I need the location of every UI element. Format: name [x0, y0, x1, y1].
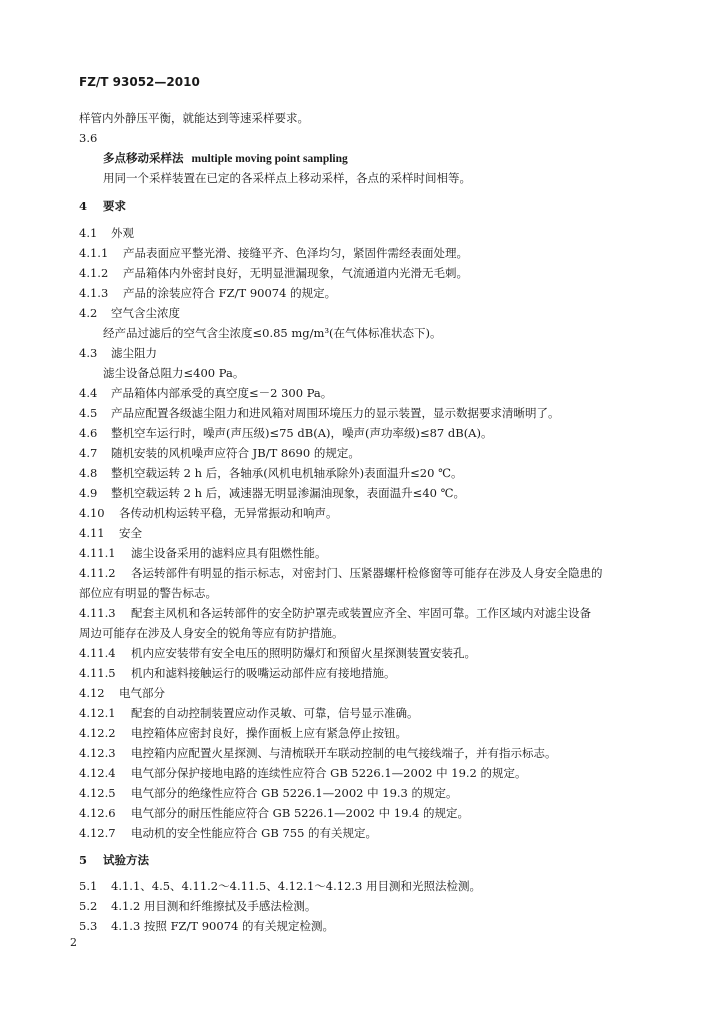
clause-text: 周边可能存在涉及人身安全的锐角等应有防护措施。: [79, 626, 344, 640]
document-header: FZ/T 93052—2010: [79, 75, 200, 89]
text-line: 样管内外静压平衡，就能达到等速采样要求。: [79, 111, 309, 125]
clause-text: 经产品过滤后的空气含尘浓度≤0.85 mg/m³(在气体标准状态下)。: [103, 326, 442, 340]
clause: 4.11.3 配套主风机和各运转部件的安全防护罩壳或装置应齐全、牢固可靠。工作区域内对滤尘设备: [79, 606, 591, 620]
clause: 4.12.6 电气部分的耐压性能应符合 GB 5226.1—2002 中 19.4 的规定。: [79, 806, 470, 820]
clause: 4.12.7 电动机的安全性能应符合 GB 755 的有关规定。: [79, 826, 378, 840]
clause: 4.12.4 电气部分保护接地电路的连续性应符合 GB 5226.1—2002 中 19.2 的规定。: [79, 766, 527, 780]
clause: 5.3 4.1.3 按照 FZ/T 90074 的有关规定检测。: [79, 919, 334, 933]
clause: 4.12.5 电气部分的绝缘性应符合 GB 5226.1—2002 中 19.3 的规定。: [79, 786, 458, 800]
clause: 4.12.3 电控箱内应配置火星探测、与清梳联开车联动控制的电气接线端子，并有指示标志。: [79, 746, 557, 760]
clause: 4.12.1 配套的自动控制装置应动作灵敏、可靠，信号显示准确。: [79, 706, 419, 720]
clause: 4.6 整机空车运行时，噪声(声压级)≤75 dB(A)，噪声(声功率级)≤87 dB(A)。: [79, 426, 493, 440]
clause: 4.12 电气部分: [79, 686, 165, 700]
clause: 4.1 外观: [79, 226, 134, 240]
clause: 4.8 整机空载运转 2 h 后，各轴承(风机电机轴承除外)表面温升≤20 ℃。: [79, 466, 463, 480]
clause-text: 滤尘设备总阻力≤400 Pa。: [103, 366, 245, 380]
term-definition: 用同一个采样装置在已定的各采样点上移动采样，各点的采样时间相等。: [103, 171, 471, 185]
clause: 5.1 4.1.1、4.5、4.11.2～4.11.5、4.12.1～4.12.3 用目测和光照法检测。: [79, 879, 482, 893]
clause: 4.11.1 滤尘设备采用的滤料应具有阻燃性能。: [79, 546, 327, 560]
clause: 4.11.4 机内应安装带有安全电压的照明防爆灯和预留火星探测装置安装孔。: [79, 646, 476, 660]
clause: 4.5 产品应配置各级滤尘阻力和进风箱对周围环境压力的显示装置，显示数据要求清晰明了。: [79, 406, 560, 420]
clause: 4.11.2 各运转部件有明显的指示标志，对密封门、压紧器螺杆检修窗等可能存在涉及人身安全隐患的: [79, 566, 603, 580]
page-number: 2: [70, 936, 77, 949]
clause: 4.4 产品箱体内部承受的真空度≤－2 300 Pa。: [79, 386, 333, 400]
clause: 4.7 随机安装的风机噪声应符合 JB/T 8690 的规定。: [79, 446, 360, 460]
chapter-heading: 4 要求: [79, 199, 126, 213]
section-number: 3.6: [79, 131, 98, 145]
clause: 4.2 空气含尘浓度: [79, 306, 180, 320]
clause: 4.1.1 产品表面应平整光滑、接缝平齐、色泽均匀，紧固件需经表面处理。: [79, 246, 468, 260]
term-title: 多点移动采样法 multiple moving point sampling: [103, 151, 348, 165]
clause: 4.1.3 产品的涂装应符合 FZ/T 90074 的规定。: [79, 286, 337, 300]
clause: 4.3 滤尘阻力: [79, 346, 157, 360]
clause: 4.10 各传动机构运转平稳，无异常振动和响声。: [79, 506, 338, 520]
clause: 4.11 安全: [79, 526, 142, 540]
clause: 5.2 4.1.2 用目测和纤维擦拭及手感法检测。: [79, 899, 317, 913]
clause: 4.11.5 机内和滤料接触运行的吸嘴运动部件应有接地措施。: [79, 666, 396, 680]
clause: 4.1.2 产品箱体内外密封良好，无明显泄漏现象，气流通道内光滑无毛刺。: [79, 266, 468, 280]
clause: 4.9 整机空载运转 2 h 后，减速器无明显渗漏油现象，表面温升≤40 ℃。: [79, 486, 465, 500]
clause: 4.12.2 电控箱体应密封良好，操作面板上应有紧急停止按钮。: [79, 726, 407, 740]
chapter-heading: 5 试验方法: [79, 853, 149, 867]
clause-text: 部位应有明显的警告标志。: [79, 586, 217, 600]
